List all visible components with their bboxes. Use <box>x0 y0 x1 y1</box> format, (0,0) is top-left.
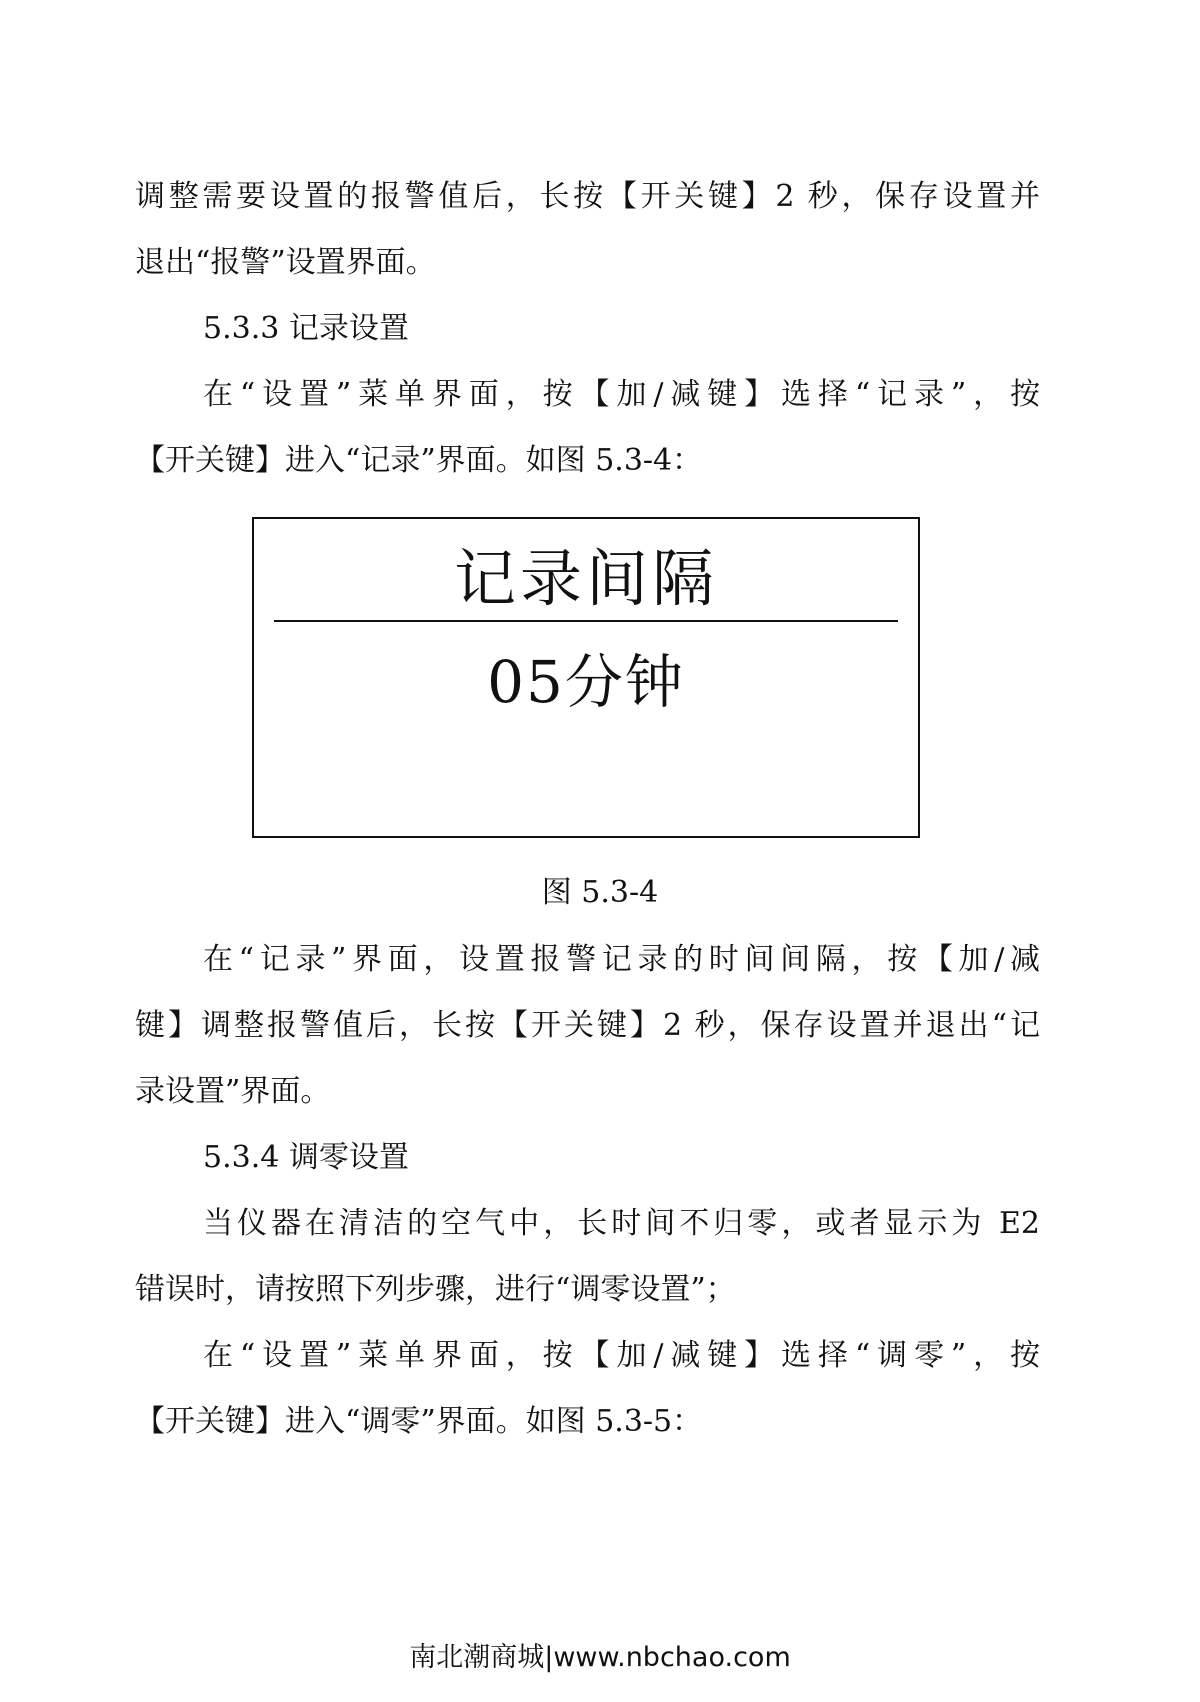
paragraph-line-1: 调整需要设置的报警值后，长按【开关键】2 秒，保存设置并 <box>135 179 1040 214</box>
section-heading-5-3-4: 5.3.4 调零设置 <box>203 1140 409 1175</box>
paragraph-line-5: 在“记录”界面，设置报警记录的时间间隔，按【加/减 <box>203 942 1040 977</box>
footer-watermark: 南北潮商城|www.nbchao.com <box>409 1642 791 1673</box>
paragraph-line-7: 录设置”界面。 <box>135 1074 331 1109</box>
figure-caption: 图 5.3-4 <box>541 875 659 910</box>
paragraph-line-8: 当仪器在清洁的空气中，长时间不归零，或者显示为 E2 <box>203 1206 1040 1241</box>
paragraph-line-3: 在“设置”菜单界面，按【加/减键】选择“记录”，按 <box>203 377 1040 412</box>
paragraph-line-4: 【开关键】进入“记录”界面。如图 5.3-4： <box>135 443 703 478</box>
paragraph-line-9: 错误时，请按照下列步骤，进行“调零设置”； <box>135 1272 736 1307</box>
figure-record-interval-screen <box>252 517 920 838</box>
figure-value: 05分钟 <box>487 648 685 716</box>
paragraph-line-6: 键】调整报警值后，长按【开关键】2 秒，保存设置并退出“记 <box>135 1008 1040 1043</box>
paragraph-line-2: 退出“报警”设置界面。 <box>135 245 436 280</box>
section-heading-5-3-3: 5.3.3 记录设置 <box>203 311 409 346</box>
figure-divider <box>274 620 898 622</box>
figure-title: 记录间隔 <box>453 542 718 615</box>
paragraph-line-11: 【开关键】进入“调零”界面。如图 5.3-5： <box>135 1404 703 1439</box>
paragraph-line-10: 在“设置”菜单界面，按【加/减键】选择“调零”，按 <box>203 1338 1040 1373</box>
